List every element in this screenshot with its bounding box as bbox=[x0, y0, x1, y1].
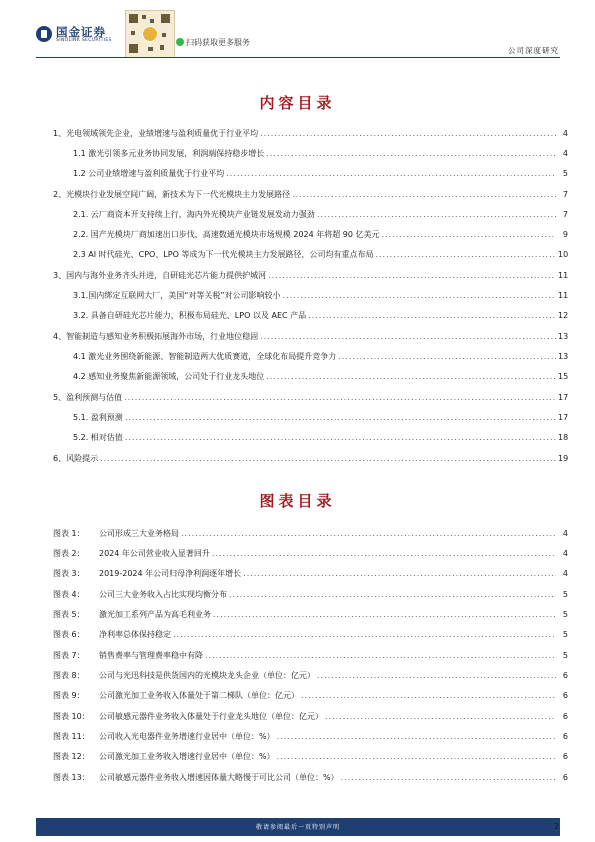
toc-entry-text: 5、盈利预测与估值 bbox=[53, 393, 123, 402]
brand-name: 国金证券 bbox=[56, 25, 106, 39]
dot-leader bbox=[125, 412, 556, 423]
toc-entry-page: 11 bbox=[558, 291, 569, 300]
toc-entry-page: 18 bbox=[558, 433, 569, 442]
list-item[interactable] bbox=[53, 189, 568, 200]
toc-entry-text: 6、风险提示 bbox=[53, 454, 99, 463]
list-item[interactable] bbox=[73, 432, 568, 443]
toc-entry-page: 10 bbox=[558, 250, 569, 259]
list-item[interactable] bbox=[53, 629, 568, 640]
toc-entry-text: 2.3 AI 时代硅光、CPO、LPO 等成为下一代光模块主力发展路径，公司均有重点布局 bbox=[73, 250, 374, 259]
header-divider bbox=[36, 57, 560, 58]
toc-entry-text: 2.2. 国产光模块厂商加速出口步伐，高速数通光模块市场规模 2024 年将超 90 亿美元 bbox=[73, 230, 380, 239]
toc-entry-text: 3.2. 具备自研硅光芯片能力，积极布局硅光、LPO 以及 AEC 产品 bbox=[73, 311, 307, 320]
list-item[interactable] bbox=[53, 270, 568, 281]
figure-page: 5 bbox=[562, 651, 568, 660]
dot-leader bbox=[181, 528, 556, 539]
toc-entry-page: 13 bbox=[558, 352, 569, 361]
list-item[interactable] bbox=[53, 392, 568, 403]
page-number: 2 bbox=[553, 822, 559, 831]
list-item[interactable] bbox=[53, 331, 568, 342]
list-item[interactable] bbox=[53, 528, 568, 539]
dot-leader bbox=[301, 690, 556, 701]
figure-title: 激光加工系列产品为高毛利业务 bbox=[99, 610, 211, 619]
wechat-icon bbox=[176, 38, 184, 46]
list-item[interactable] bbox=[73, 412, 568, 423]
dot-leader bbox=[100, 453, 556, 464]
figure-label: 图表 6： bbox=[53, 630, 85, 639]
dot-leader bbox=[268, 270, 556, 281]
toc-entry-page: 4 bbox=[562, 129, 568, 138]
figure-title: 公司与光迅科技是供货国内的光模块龙头企业（单位：亿元） bbox=[99, 671, 315, 680]
dot-leader bbox=[325, 711, 556, 722]
toc-entry-text: 5.1. 盈利预测 bbox=[73, 413, 123, 422]
figure-label: 图表 9： bbox=[53, 691, 85, 700]
figure-label: 图表 1： bbox=[53, 529, 85, 538]
dot-leader bbox=[266, 148, 556, 159]
toc-entry-page: 11 bbox=[558, 271, 569, 280]
toc-entry-page: 17 bbox=[558, 413, 569, 422]
list-item[interactable] bbox=[73, 310, 568, 321]
list-item[interactable] bbox=[53, 128, 568, 139]
page-header bbox=[0, 0, 595, 62]
figure-label: 图表 12： bbox=[53, 752, 90, 761]
figure-title: 2019-2024 年公司归母净利润逐年增长 bbox=[99, 569, 242, 578]
list-item[interactable] bbox=[53, 670, 568, 681]
figure-title: 公司激光加工业务收入体量处于第二梯队（单位：亿元） bbox=[99, 691, 299, 700]
toc-entry-text: 1.2 公司业绩增速与盈利质量优于行业平均 bbox=[73, 169, 225, 178]
toc-entry-page: 12 bbox=[558, 311, 569, 320]
figure-page: 5 bbox=[562, 630, 568, 639]
toc-entry-text: 2.1. 云厂商资本开支持续上行，海内外光模块产业链发展发动力强劲 bbox=[73, 210, 315, 219]
toc-entry-page: 4 bbox=[562, 149, 568, 158]
dot-leader bbox=[292, 189, 556, 200]
dot-leader bbox=[283, 290, 556, 301]
dot-leader bbox=[173, 629, 556, 640]
figure-page: 5 bbox=[562, 610, 568, 619]
list-item[interactable] bbox=[53, 690, 568, 701]
toc-entry-page: 15 bbox=[558, 372, 569, 381]
figure-title: 公司激光加工业务收入增速行业居中（单位：%） bbox=[99, 752, 275, 761]
dot-leader bbox=[338, 351, 556, 362]
figure-page: 6 bbox=[562, 732, 568, 741]
figure-page: 4 bbox=[562, 529, 568, 538]
figure-label: 图表 5： bbox=[53, 610, 85, 619]
figure-label: 图表 3： bbox=[53, 569, 85, 578]
list-item[interactable] bbox=[73, 148, 568, 159]
dot-leader bbox=[260, 331, 556, 342]
toc-entry-page: 13 bbox=[558, 332, 569, 341]
figure-title: 公司三大业务收入占比实现均衡分布 bbox=[99, 590, 227, 599]
toc-entry-page: 17 bbox=[558, 393, 569, 402]
figure-label: 图表 13： bbox=[53, 773, 90, 782]
figure-label: 图表 8： bbox=[53, 671, 85, 680]
list-item[interactable] bbox=[53, 772, 568, 783]
figure-label: 图表 4： bbox=[53, 590, 85, 599]
toc-entry-text: 2、光模块行业发展空间广阔，新技术为下一代光模块主力发展路径 bbox=[53, 190, 291, 199]
dot-leader bbox=[243, 568, 556, 579]
dot-leader bbox=[226, 168, 556, 179]
figure-title: 公司收入光电器件业务增速行业居中（单位：%） bbox=[99, 732, 275, 741]
figure-title: 公司敏感元器件业务收入增速因体量大略慢于可比公司（单位：%） bbox=[99, 773, 339, 782]
figure-title: 销售费率与管理费率稳中有降 bbox=[99, 651, 203, 660]
figure-page: 6 bbox=[562, 752, 568, 761]
toc-entry-page: 9 bbox=[562, 230, 568, 239]
toc-entry-text: 3、国内与海外业务齐头并进，自研硅光芯片能力提供护城河 bbox=[53, 271, 267, 280]
list-item[interactable] bbox=[73, 229, 568, 240]
list-item[interactable] bbox=[73, 371, 568, 382]
dot-leader bbox=[125, 432, 556, 443]
list-item[interactable] bbox=[73, 290, 568, 301]
figure-label: 图表 2： bbox=[53, 549, 85, 558]
list-item[interactable] bbox=[53, 548, 568, 559]
dot-leader bbox=[317, 209, 556, 220]
list-item[interactable] bbox=[73, 209, 568, 220]
figure-page: 6 bbox=[562, 691, 568, 700]
figure-title: 公司形成三大业务格局 bbox=[99, 529, 179, 538]
toc-entry-page: 7 bbox=[562, 210, 568, 219]
figure-page: 6 bbox=[562, 712, 568, 721]
dot-leader bbox=[308, 310, 556, 321]
dot-leader bbox=[375, 249, 556, 260]
list-item[interactable] bbox=[73, 249, 568, 260]
toc-entry-text: 4.2 感知业务聚焦新能源领域，公司处于行业龙头地位 bbox=[73, 372, 265, 381]
list-item[interactable] bbox=[53, 568, 568, 579]
figure-title: 2024 年公司营业收入显著回升 bbox=[99, 549, 210, 558]
dot-leader bbox=[277, 731, 556, 742]
toc-entry-page: 7 bbox=[562, 190, 568, 199]
toc-entry-text: 4、智能制造与感知业务积极拓展海外市场，行业地位稳固 bbox=[53, 332, 259, 341]
toc-entry-page: 19 bbox=[558, 454, 569, 463]
toc-title: 内容目录 bbox=[259, 94, 336, 112]
dot-leader bbox=[260, 128, 556, 139]
list-item[interactable] bbox=[53, 609, 568, 620]
sinolink-logo-icon bbox=[36, 26, 52, 42]
dot-leader bbox=[341, 772, 556, 783]
figures-title: 图表目录 bbox=[259, 492, 336, 510]
qr-caption: 扫码获取更多服务 bbox=[186, 38, 250, 47]
toc-entry-text: 5.2. 相对估值 bbox=[73, 433, 123, 442]
list-item[interactable] bbox=[53, 650, 568, 661]
dot-leader bbox=[124, 392, 556, 403]
list-item[interactable] bbox=[53, 589, 568, 600]
figure-title: 公司敏感元器件业务收入体量处于行业龙头地位（单位：亿元） bbox=[99, 712, 323, 721]
list-item[interactable] bbox=[53, 751, 568, 762]
figure-page: 6 bbox=[562, 671, 568, 680]
figure-label: 图表 11： bbox=[53, 732, 90, 741]
toc-entry-text: 1、光电领域领先企业，业绩增速与盈利质量优于行业平均 bbox=[53, 129, 259, 138]
list-item[interactable] bbox=[73, 168, 568, 179]
dot-leader bbox=[212, 548, 556, 559]
figure-page: 6 bbox=[562, 773, 568, 782]
figure-page: 4 bbox=[562, 569, 568, 578]
dot-leader bbox=[229, 589, 556, 600]
brand-english-name: SINOLINK SECURITIES bbox=[56, 38, 112, 43]
dot-leader bbox=[266, 371, 556, 382]
toc-entry-text: 4.1 激光业务围绕新能源、智能制造两大优质赛道，全球化布局提升竞争力 bbox=[73, 352, 337, 361]
report-type: 公司深度研究 bbox=[508, 46, 559, 55]
dot-leader bbox=[277, 751, 556, 762]
dot-leader bbox=[382, 229, 556, 240]
list-item[interactable] bbox=[53, 453, 568, 464]
dot-leader bbox=[213, 609, 556, 620]
list-item[interactable] bbox=[53, 711, 568, 722]
footer-band bbox=[36, 818, 560, 836]
dot-leader bbox=[317, 670, 556, 681]
toc-entry-page: 5 bbox=[562, 169, 568, 178]
figure-label: 图表 7： bbox=[53, 651, 85, 660]
list-item[interactable] bbox=[53, 731, 568, 742]
toc-entry-text: 3.1.国内绑定互联网大厂，美国“对等关税”对公司影响较小 bbox=[73, 291, 281, 300]
figure-label: 图表 10： bbox=[53, 712, 90, 721]
toc-entry-text: 1.1 激光引领多元业务协同发展，利润端保持稳步增长 bbox=[73, 149, 265, 158]
footer-disclaimer: 敬请参阅最后一页特别声明 bbox=[255, 824, 340, 831]
qr-code-icon[interactable] bbox=[125, 10, 175, 58]
figure-page: 4 bbox=[562, 549, 568, 558]
list-item[interactable] bbox=[73, 351, 568, 362]
figure-page: 5 bbox=[562, 590, 568, 599]
figure-title: 净利率总体保持稳定 bbox=[99, 630, 171, 639]
dot-leader bbox=[205, 650, 556, 661]
